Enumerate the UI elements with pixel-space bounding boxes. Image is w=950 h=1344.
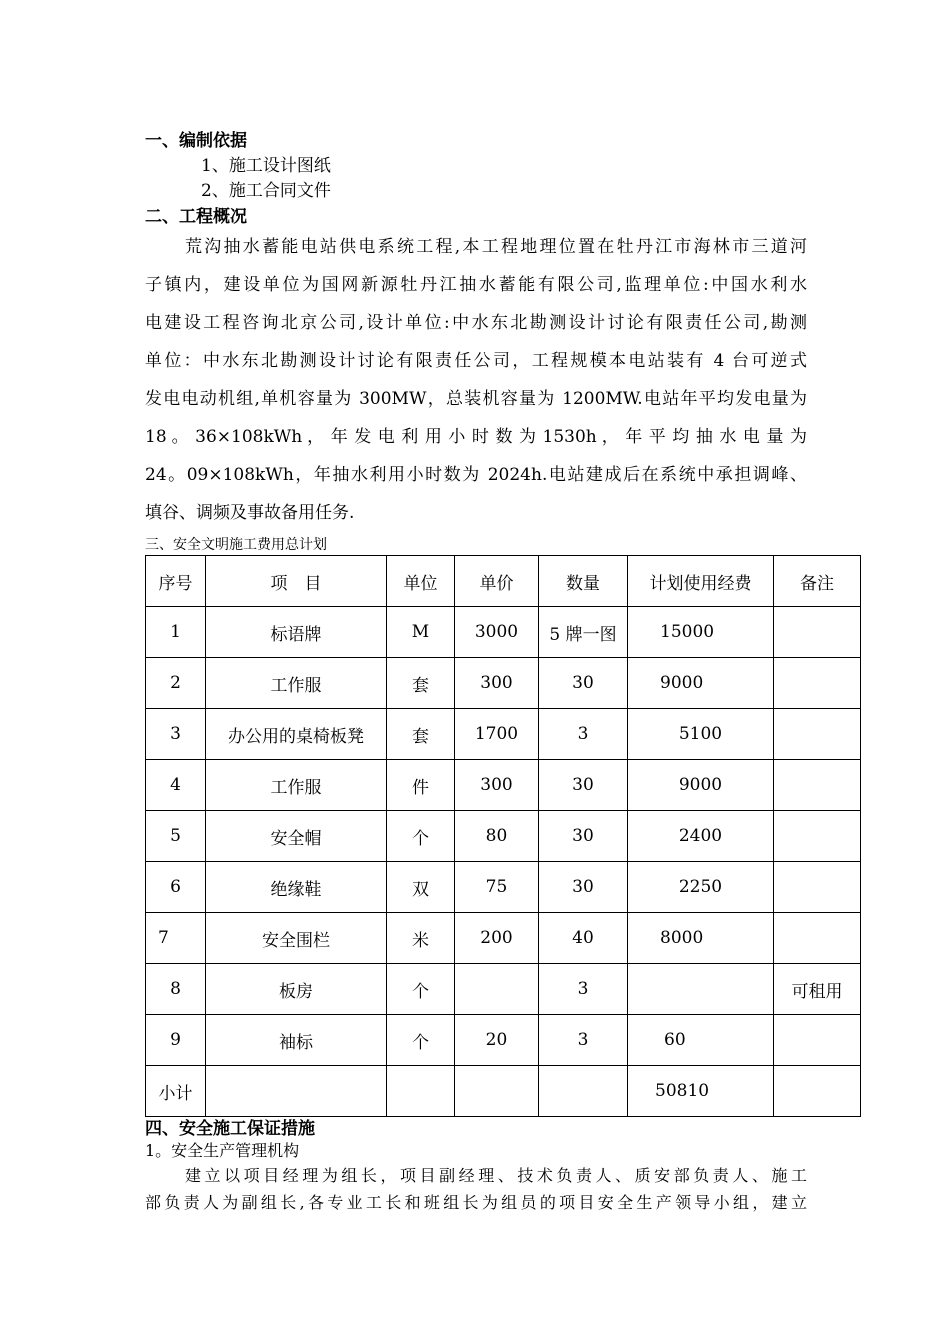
body-line: 24。09×108kWh，年抽水利用小时数为 2024h.电站建成后在系统中承担调峰、 [145, 465, 807, 485]
row-qty: 3 [539, 709, 628, 760]
header-cell: 备注 [774, 556, 861, 607]
row-price: 300 [455, 658, 539, 709]
section2-title: 二、工程概况 [145, 207, 247, 227]
row-no: 6 [146, 862, 206, 913]
body-line: 单位：中水东北勘测设计讨论有限责任公司，工程规模本电站装有 4 台可逆式 [145, 351, 807, 371]
row-item: 办公用的桌椅板凳 [206, 709, 387, 760]
row-no: 9 [146, 1015, 206, 1066]
row-item: 工作服 [206, 658, 387, 709]
empty-cell [539, 1066, 628, 1117]
row-unit: 个 [387, 811, 455, 862]
section1-item-1: 1、施工设计图纸 [201, 156, 331, 176]
body-line: 电建设工程咨询北京公司,设计单位:中水东北勘测设计讨论有限责任公司,勘测 [145, 313, 807, 333]
table-row [146, 709, 861, 760]
row-fee: 9000 [628, 658, 774, 709]
row-no: 5 [146, 811, 206, 862]
section4-title: 四、安全施工保证措施 [145, 1119, 315, 1139]
row-fee: 8000 [628, 913, 774, 964]
empty-cell [206, 1066, 387, 1117]
body-line: 荒沟抽水蓄能电站供电系统工程,本工程地理位置在牡丹江市海林市三道河 [185, 237, 807, 257]
row-price: 1700 [455, 709, 539, 760]
row-note [774, 760, 861, 811]
subtotal-fee: 50810 [628, 1066, 774, 1117]
row-qty: 30 [539, 760, 628, 811]
body-line: 子镇内，建设单位为国网新源牡丹江抽水蓄能有限公司,监理单位:中国水利水 [145, 275, 807, 295]
row-price [455, 964, 539, 1015]
body-line: 发电电动机组,单机容量为 300MW，总装机容量为 1200MW.电站年平均发电量为 [145, 389, 807, 409]
row-price: 20 [455, 1015, 539, 1066]
row-unit: 套 [387, 709, 455, 760]
header-cell: 数量 [539, 556, 628, 607]
row-item: 标语牌 [206, 607, 387, 658]
row-no: 2 [146, 658, 206, 709]
header-cell: 单价 [455, 556, 539, 607]
empty-cell [387, 1066, 455, 1117]
table-header-row [146, 556, 861, 607]
section4-body [145, 1162, 807, 1216]
row-item: 工作服 [206, 760, 387, 811]
body-line: 建立以项目经理为组长，项目副经理、技术负责人、质安部负责人、施工 [185, 1166, 807, 1185]
row-qty: 30 [539, 862, 628, 913]
row-unit: 套 [387, 658, 455, 709]
row-qty: 5 牌一图 [539, 607, 628, 658]
row-fee: 9000 [628, 760, 774, 811]
row-no: 1 [146, 607, 206, 658]
empty-cell [455, 1066, 539, 1117]
section1-title: 一、编制依据 [145, 131, 247, 151]
body-line: 18 。 36×108kWh ， 年 发 电 利 用 小 时 数 为 1530h ， 年 平 均 抽 水 电 量 为 [145, 427, 807, 447]
header-cell: 项 目 [206, 556, 387, 607]
row-item: 袖标 [206, 1015, 387, 1066]
row-unit: M [387, 607, 455, 658]
cost-plan-table [145, 555, 861, 1117]
section3-title: 三、安全文明施工费用总计划 [145, 537, 327, 553]
row-note [774, 811, 861, 862]
row-unit: 个 [387, 964, 455, 1015]
row-no: 3 [146, 709, 206, 760]
row-qty: 3 [539, 1015, 628, 1066]
row-item: 板房 [206, 964, 387, 1015]
row-unit: 个 [387, 1015, 455, 1066]
row-unit: 双 [387, 862, 455, 913]
row-qty: 30 [539, 658, 628, 709]
row-price: 300 [455, 760, 539, 811]
empty-cell [774, 1066, 861, 1117]
row-note: 可租用 [774, 964, 861, 1015]
header-cell: 序号 [146, 556, 206, 607]
row-price: 75 [455, 862, 539, 913]
subtotal-label: 小计 [146, 1066, 206, 1117]
row-price: 200 [455, 913, 539, 964]
row-fee: 5100 [628, 709, 774, 760]
row-note [774, 658, 861, 709]
row-note [774, 709, 861, 760]
row-note [774, 607, 861, 658]
row-price: 80 [455, 811, 539, 862]
row-note [774, 913, 861, 964]
row-no: 4 [146, 760, 206, 811]
row-fee: 2250 [628, 862, 774, 913]
table-row [146, 607, 861, 658]
row-unit: 米 [387, 913, 455, 964]
table-row [146, 862, 861, 913]
table-row [146, 760, 861, 811]
row-fee [628, 964, 774, 1015]
row-fee: 15000 [628, 607, 774, 658]
section2-body [145, 228, 807, 532]
section4-subtitle: 1。安全生产管理机构 [145, 1141, 300, 1160]
row-fee: 2400 [628, 811, 774, 862]
row-item: 安全帽 [206, 811, 387, 862]
row-no: 8 [146, 964, 206, 1015]
row-no: 7 [146, 913, 206, 964]
section1-item-2: 2、施工合同文件 [201, 181, 331, 201]
row-qty: 3 [539, 964, 628, 1015]
header-cell: 计划使用经费 [628, 556, 774, 607]
row-unit: 件 [387, 760, 455, 811]
row-note [774, 1015, 861, 1066]
table-row [146, 913, 861, 964]
row-item: 安全围栏 [206, 913, 387, 964]
table-row [146, 811, 861, 862]
row-note [774, 862, 861, 913]
body-line: 填谷、调频及事故备用任务. [145, 503, 355, 523]
body-line: 部负责人为副组长,各专业工长和班组长为组员的项目安全生产领导小组，建立 [145, 1193, 807, 1212]
row-price: 3000 [455, 607, 539, 658]
row-qty: 30 [539, 811, 628, 862]
header-cell: 单位 [387, 556, 455, 607]
row-fee: 60 [628, 1015, 774, 1066]
table-row [146, 964, 861, 1015]
subtotal-row [146, 1066, 861, 1117]
table-row [146, 1015, 861, 1066]
table-row [146, 658, 861, 709]
row-qty: 40 [539, 913, 628, 964]
row-item: 绝缘鞋 [206, 862, 387, 913]
